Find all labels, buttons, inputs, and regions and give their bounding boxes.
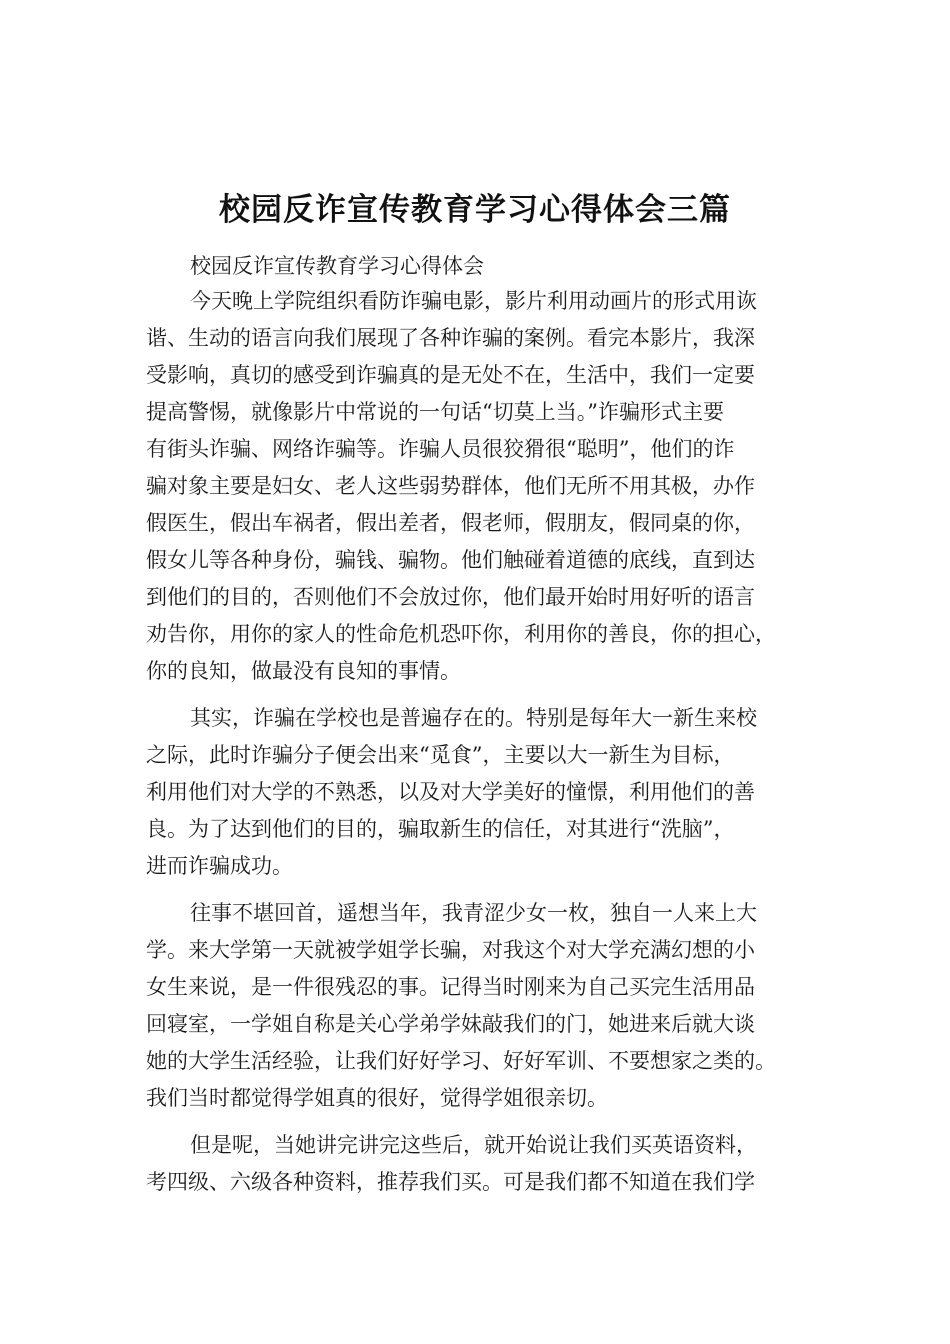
paragraph-line: 骗对象主要是妇女、老人这些弱势群体，他们无所不用其极，办作 [146, 474, 755, 498]
paragraph-line: 学。来大学第一天就被学姐学长骗，对我这个对大学充满幻想的小 [146, 938, 755, 962]
paragraph-line: 提高警惕，就像影片中常说的一句话“切莫上当。”诈骗形式主要 [146, 400, 724, 424]
paragraph-line: 女生来说，是一件很残忍的事。记得当时刚来为自己买完生活用品 [146, 975, 755, 999]
paragraph-line: 其实，诈骗在学校也是普遍存在的。特别是每年大一新生来校 [190, 706, 757, 730]
paragraph-line: 今天晚上学院组织看防诈骗电影，影片利用动画片的形式用诙 [190, 289, 757, 313]
paragraph-line: 她的大学生活经验，让我们好好学习、好好军训、不要想家之类的。 [146, 1049, 776, 1073]
paragraph-line: 假女儿等各种身份，骗钱、骗物。他们触碰着道德的底线，直到达 [146, 548, 755, 572]
paragraph-line: 之际，此时诈骗分子便会出来“觅食”，主要以大一新生为目标， [146, 743, 735, 767]
paragraph-line: 劝告你，用你的家人的性命危机恐吓你，利用你的善良，你的担心， [146, 622, 776, 646]
paragraph-line: 到他们的目的，否则他们不会放过你，他们最开始时用好听的语言 [146, 585, 755, 609]
paragraph-line: 往事不堪回首，遥想当年，我青涩少女一枚，独自一人来上大 [190, 901, 757, 925]
paragraph-line: 进而诈骗成功。 [146, 854, 293, 878]
document-subtitle: 校园反诈宣传教育学习心得体会 [190, 254, 484, 278]
paragraph-line: 你的良知，做最没有良知的事情。 [146, 659, 461, 683]
paragraph-line: 但是呢，当她讲完讲完这些后，就开始说让我们买英语资料， [190, 1133, 757, 1157]
paragraph-line: 利用他们对大学的不熟悉，以及对大学美好的憧憬，利用他们的善 [146, 780, 755, 804]
paragraph-line: 谐、生动的语言向我们展现了各种诈骗的案例。看完本影片，我深 [146, 326, 755, 350]
paragraph-line: 考四级、六级各种资料，推荐我们买。可是我们都不知道在我们学 [146, 1170, 755, 1194]
paragraph-line: 回寝室，一学姐自称是关心学弟学妹敲我们的门，她进来后就大谈 [146, 1012, 755, 1036]
paragraph-line: 良。为了达到他们的目的，骗取新生的信任，对其进行“洗脑”， [146, 817, 735, 841]
paragraph-line: 有街头诈骗、网络诈骗等。诈骗人员很狡猾很“聪明”，他们的诈 [146, 437, 735, 461]
document-title: 校园反诈宣传教育学习心得体会三篇 [219, 192, 731, 228]
paragraph-line: 受影响，真切的感受到诈骗真的是无处不在，生活中，我们一定要 [146, 363, 755, 387]
paragraph-line: 假医生，假出车祸者，假出差者，假老师，假朋友，假同桌的你， [146, 511, 755, 535]
paragraph-line: 我们当时都觉得学姐真的很好，觉得学姐很亲切。 [146, 1086, 608, 1110]
